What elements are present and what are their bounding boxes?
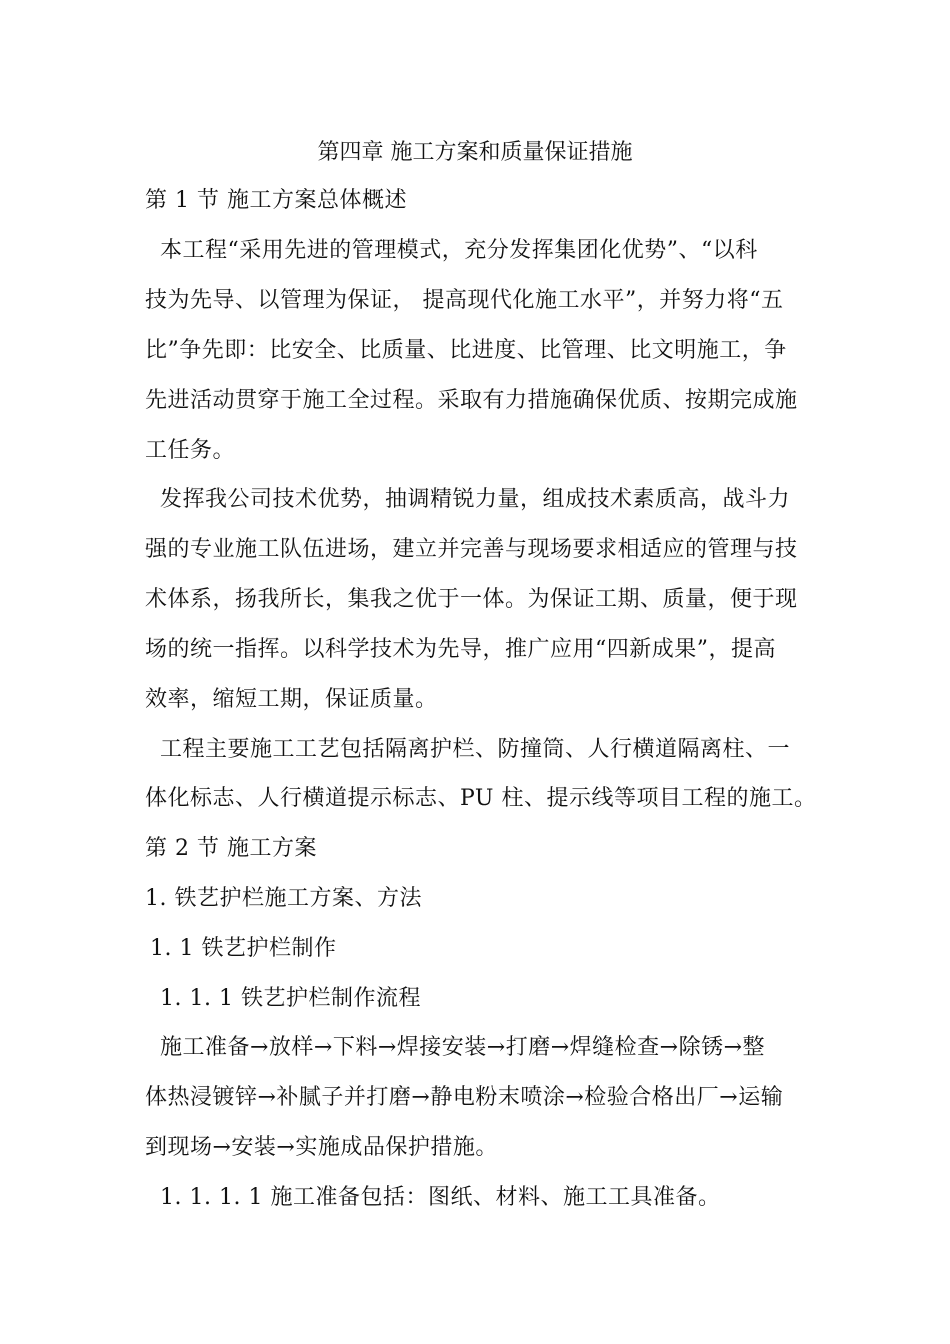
subsection-heading: 1. 1. 1. 1 施工准备包括：图纸、材料、施工工具准备。 (160, 1185, 721, 1210)
paragraph-line: 工程主要施工工艺包括隔离护栏、防撞筒、人行横道隔离柱、一 (160, 737, 791, 762)
paragraph-line: 施工准备→放样→下料→焊接安装→打磨→焊缝检查→除锈→整 (160, 1035, 766, 1060)
paragraph-line: 比”争先即：比安全、比质量、比进度、比管理、比文明施工，争 (145, 338, 787, 363)
paragraph-line: 本工程“采用先进的管理模式，充分发挥集团化优势”、“以科 (160, 238, 758, 263)
paragraph-line: 体化标志、人行横道提示标志、PU 柱、提示线等项目工程的施工。 (145, 786, 817, 811)
section-heading: 第 1 节 施工方案总体概述 (145, 188, 407, 213)
paragraph-line: 技为先导、以管理为保证， 提高现代化施工水平”，并努力将“五 (145, 288, 784, 313)
paragraph-line: 发挥我公司技术优势，抽调精锐力量，组成技术素质高，战斗力 (160, 487, 791, 512)
section-heading: 第 2 节 施工方案 (145, 836, 317, 861)
chapter-title: 第四章 施工方案和质量保证措施 (317, 140, 633, 165)
paragraph-line: 工任务。 (145, 438, 236, 463)
paragraph-line: 效率，缩短工期，保证质量。 (145, 687, 438, 712)
paragraph-line: 强的专业施工队伍进场，建立并完善与现场要求相适应的管理与技 (145, 537, 798, 562)
paragraph-line: 体热浸镀锌→补腻子并打磨→静电粉末喷涂→检验合格出厂→运输 (145, 1085, 784, 1110)
subsection-heading: 1. 1 铁艺护栏制作 (150, 936, 337, 961)
paragraph-line: 术体系，扬我所长，集我之优于一体。为保证工期、质量，便于现 (145, 587, 798, 612)
paragraph-line: 场的统一指挥。以科学技术为先导，推广应用“四新成果”，提高 (145, 637, 776, 662)
subsection-heading: 1. 1. 1 铁艺护栏制作流程 (160, 986, 421, 1011)
paragraph-line: 先进活动贯穿于施工全过程。采取有力措施确保优质、按期完成施 (145, 388, 798, 413)
paragraph-line: 到现场→安装→实施成品保护措施。 (145, 1135, 498, 1160)
subsection-heading: 1. 铁艺护栏施工方案、方法 (145, 886, 422, 911)
